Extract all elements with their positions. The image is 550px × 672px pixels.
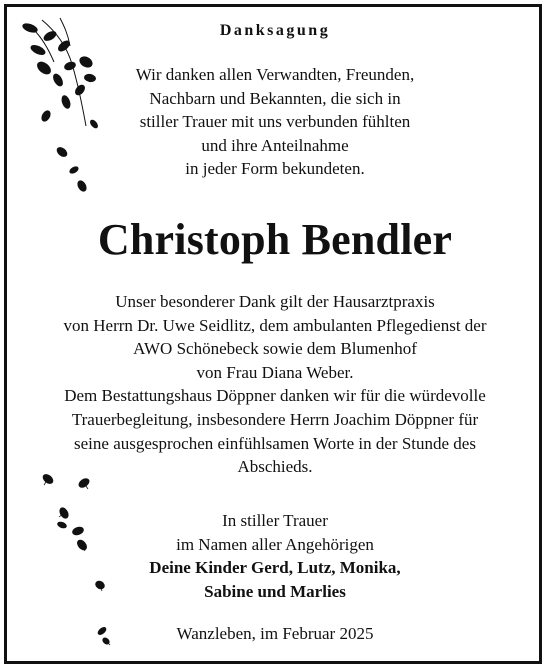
intro-line: und ihre Anteilnahme — [201, 135, 349, 155]
signature-block — [80, 509, 470, 603]
thanks-line: Unser besonderer Dank gilt der Hausarztpraxis — [115, 292, 435, 311]
intro-line: Nachbarn und Bekannten, die sich in — [149, 88, 401, 108]
family-names: Deine Kinder Gerd, Lutz, Monika, — [149, 558, 401, 578]
signature-line: im Namen aller Angehörigen — [176, 534, 374, 554]
thanks-line: Dem Bestattungshaus Döppner danken wir für die würdevolle — [64, 386, 486, 406]
notice-heading: Danksagung — [219, 22, 331, 39]
thanks-line: von Frau Diana Weber. — [196, 362, 354, 382]
thanks-line: seine ausgesprochen einfühlsamen Worte in der Stunde des — [74, 433, 476, 453]
intro-line: Wir danken allen Verwandten, Freunden, — [135, 65, 415, 84]
deceased-name: Christoph Bendler — [97, 215, 453, 264]
thanks-line: Trauerbegleitung, insbesondere Herrn Joachim Döppner für — [71, 409, 479, 429]
thanks-paragraph — [25, 290, 525, 479]
thanks-line: von Herrn Dr. Uwe Seidlitz, dem ambulanten Pflegedienst der — [63, 315, 487, 335]
place-date: Wanzleben, im Februar 2025 — [176, 624, 374, 643]
thanks-line: Abschieds. — [237, 457, 313, 477]
signature-line: In stiller Trauer — [222, 511, 328, 530]
family-names: Sabine und Marlies — [204, 581, 346, 601]
thanks-line: AWO Schönebeck sowie dem Blumenhof — [133, 339, 417, 359]
intro-line: stiller Trauer mit uns verbunden fühlten — [139, 112, 411, 131]
intro-line: in jeder Form bekundeten. — [185, 159, 365, 178]
intro-paragraph — [70, 63, 480, 181]
